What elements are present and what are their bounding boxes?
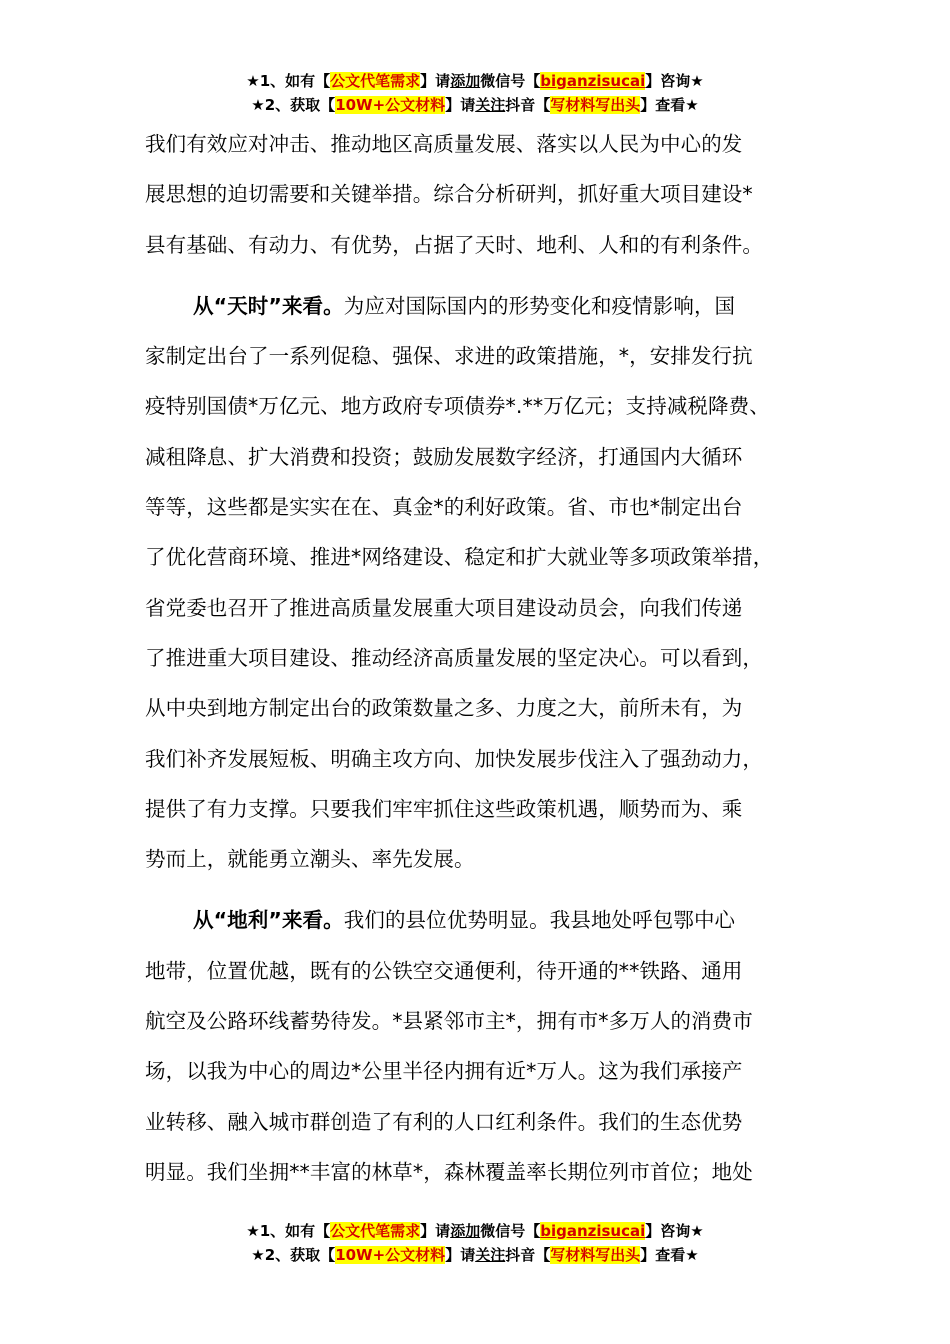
text-line: 减租降息、扩大消费和投资；鼓励发展数字经济，打通国内大循环: [145, 444, 743, 469]
text-line: 展思想的迫切需要和关键举措。综合分析研判，抓好重大项目建设*: [145, 182, 753, 207]
paragraph-lead: 从“天时”来看。: [193, 293, 344, 318]
text-line: 航空及公路环线蓄势待发。*县紧邻市主*，拥有市*多万人的消费市: [145, 1009, 753, 1034]
text-line: 了推进重大项目建设、推动经济高质量发展的坚定决心。可以看到，: [145, 645, 763, 670]
banner-wechat-id: biganzisucai: [540, 72, 646, 90]
banner-line-1: ★1、如有【公文代笔需求】请添加微信号【biganzisucai】咨询★: [246, 72, 704, 90]
banner-highlight: 10W+公文材料: [335, 96, 446, 114]
paragraph-tianshi: [145, 281, 825, 885]
banner-douyin-id: 写材料写出头: [550, 1246, 641, 1264]
banner-wechat-id: biganzisucai: [540, 1222, 646, 1240]
text-line: 地带，位置优越，既有的公铁空交通便利，待开通的**铁路、通用: [145, 958, 743, 983]
banner-line-1: ★1、如有【公文代笔需求】请添加微信号【biganzisucai】咨询★: [246, 1222, 704, 1240]
banner-highlight: 公文代笔需求: [330, 1222, 421, 1240]
text-line: 县有基础、有动力、有优势，占据了天时、地利、人和的有利条件。: [145, 232, 763, 257]
paragraph-1: [145, 119, 825, 270]
text-line: 场，以我为中心的周边*公里半径内拥有近*万人。这为我们承接产: [145, 1059, 743, 1084]
banner-line-2: ★2、获取【10W+公文材料】请关注抖音【写材料写出头】查看★: [251, 1246, 699, 1264]
banner-highlight: 公文代笔需求: [330, 72, 421, 90]
text-line: 从“天时”来看。为应对国际国内的形势变化和疫情影响，国: [193, 293, 736, 318]
text-line: 疫特别国债*万亿元、地方政府专项债券*.**万亿元；支持减税降费、: [145, 394, 770, 419]
text-line: 提供了有力支撑。只要我们牢牢抓住这些政策机遇，顺势而为、乘: [145, 796, 743, 821]
paragraph-lead: 从“地利”来看。: [193, 908, 344, 933]
document-body: [145, 119, 825, 1197]
paragraph-dili: [145, 895, 825, 1197]
text-line: 我们补齐发展短板、明确主攻方向、加快发展步伐注入了强劲动力，: [145, 746, 763, 771]
text-line: 省党委也召开了推进高质量发展重大项目建设动员会，向我们传递: [145, 595, 743, 620]
text-line: 明显。我们坐拥**丰富的林草*，森林覆盖率长期位列市首位；地处: [145, 1159, 753, 1184]
text-line: 等等，这些都是实实在在、真金*的利好政策。省、市也*制定出台: [145, 495, 743, 520]
text-line: 我们有效应对冲击、推动地区高质量发展、落实以人民为中心的发: [145, 132, 743, 156]
footer-banner: [0, 1219, 950, 1267]
banner-douyin-id: 写材料写出头: [550, 96, 641, 114]
text-line: 家制定出台了一系列促稳、强保、求进的政策措施，*，安排发行抗: [145, 344, 753, 369]
text-line: 从“地利”来看。我们的县位优势明显。我县地处呼包鄂中心: [193, 908, 736, 933]
banner-line-2: ★2、获取【10W+公文材料】请关注抖音【写材料写出头】查看★: [251, 96, 699, 114]
text-line: 势而上，就能勇立潮头、率先发展。: [145, 847, 475, 872]
text-line: 从中央到地方制定出台的政策数量之多、力度之大，前所未有，为: [145, 696, 743, 721]
header-banner: [0, 69, 950, 117]
text-line: 业转移、融入城市群创造了有利的人口红利条件。我们的生态优势: [145, 1109, 743, 1134]
text-line: 了优化营商环境、推进*网络建设、稳定和扩大就业等多项政策举措，: [145, 545, 774, 570]
banner-highlight: 10W+公文材料: [335, 1246, 446, 1264]
